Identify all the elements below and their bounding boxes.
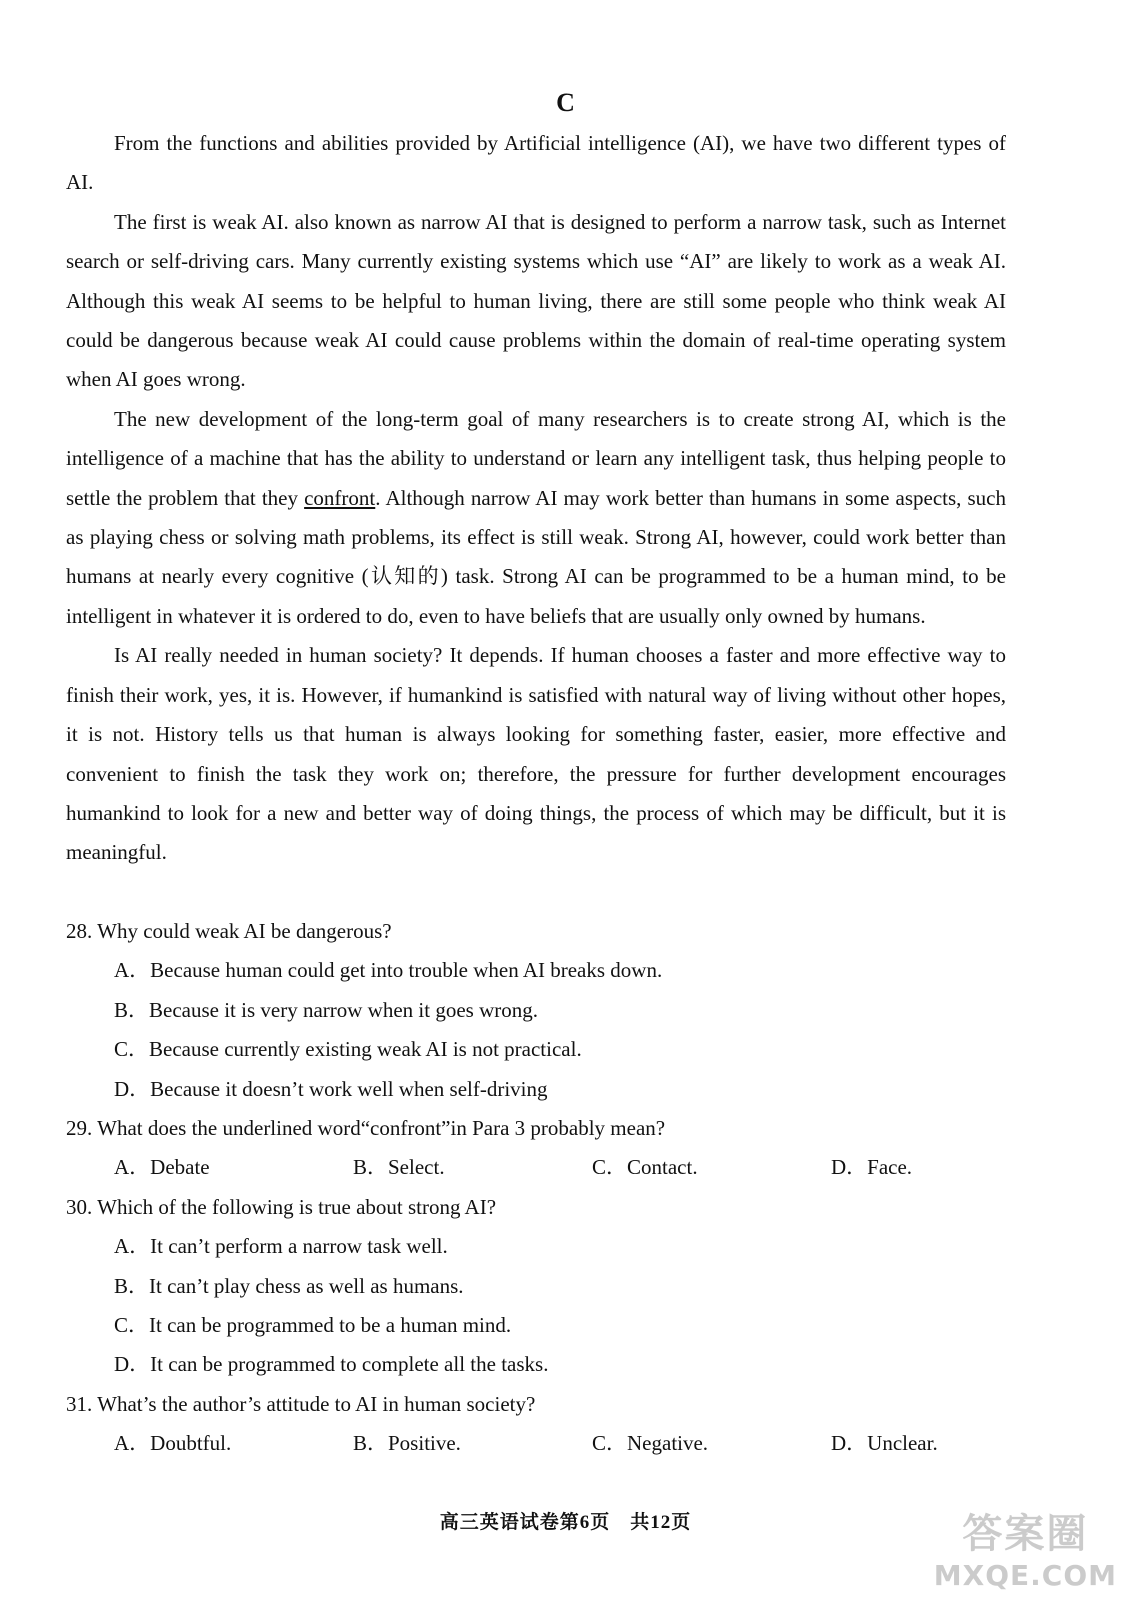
question-stem: 31. What’s the author’s attitude to AI in human society? — [66, 1391, 536, 1416]
underlined-word: confront — [304, 485, 376, 510]
site-watermark — [934, 1502, 1117, 1592]
option-row — [114, 1424, 1006, 1463]
paragraph-1: From the functions and abilities provided by Artificial intelligence (AI), we have two different types of AI. — [66, 131, 1006, 195]
option-a: A．It can’t perform a narrow task well. — [114, 1234, 448, 1259]
watermark-logo-text: 答案圈 — [962, 1511, 1089, 1557]
option-a: A．Debate — [114, 1155, 210, 1180]
watermark-domain: MXQE.COM — [933, 1559, 1117, 1592]
option-d: D．Unclear. — [831, 1431, 938, 1456]
question-stem: 30. Which of the following is true about strong AI? — [66, 1194, 497, 1219]
question-list — [66, 912, 1006, 1464]
option-d: D．It can be programmed to complete all the tasks. — [114, 1352, 549, 1377]
option-a: A．Doubtful. — [114, 1431, 232, 1456]
paragraph-3-part-2: . Although narrow AI may work better than humans in some aspects, such as playing chess or solving math problems, its effect is still weak. Strong AI, however, could work better than humans at nearly every cognitive (认知的) task. Strong AI can be programmed to be a human mind, to be intelligent in whatever it is ordered to do, even to have beliefs that are usually only owned by humans. — [66, 485, 1007, 628]
reading-passage — [66, 124, 1006, 873]
paragraph-3-part-1: The new development of the long-term goal of many researchers is to create strong AI, which is the intelligence of a machine that has the ability to understand or learn any intelligent task, thus helping people to settle the problem that they — [66, 406, 1006, 510]
option-b: B．Because it is very narrow when it goes wrong. — [114, 997, 538, 1022]
option-b: B．Select. — [353, 1155, 445, 1180]
option-row — [114, 1148, 1006, 1187]
paragraph-3 — [66, 400, 1006, 636]
page-footer: 高三英语试卷第6页 共12页 — [439, 1512, 692, 1533]
option-c: C．Negative. — [592, 1431, 709, 1456]
option-d: D．Face. — [831, 1155, 913, 1180]
option-c: C．Contact. — [592, 1155, 698, 1180]
question-30 — [66, 1188, 1006, 1385]
question-29 — [66, 1109, 1006, 1188]
option-b: B．Positive. — [353, 1431, 461, 1456]
option-c: C．It can be programmed to be a human mind. — [114, 1313, 512, 1338]
question-31 — [66, 1385, 1006, 1464]
option-d: D．Because it doesn’t work well when self-driving — [114, 1076, 548, 1101]
option-b: B．It can’t play chess as well as humans. — [114, 1273, 464, 1298]
question-28 — [66, 912, 1006, 1109]
paragraph-4: Is AI really needed in human society? It depends. If human chooses a faster and more effective way to finish their work, yes, it is. However, if humankind is satisfied with natural way of living without other hopes, it is not. History tells us that human is always looking for something faster, easier, more effective and convenient to finish the task they work on; therefore, the pressure for further development encourages humankind to look for a new and better way of doing things, the process of which may be difficult, but it is meaningful. — [66, 643, 1006, 865]
question-stem: 28. Why could weak AI be dangerous? — [66, 919, 392, 943]
option-a: A．Because human could get into trouble when AI breaks down. — [114, 958, 663, 983]
option-c: C．Because currently existing weak AI is not practical. — [114, 1037, 582, 1062]
paragraph-2: The first is weak AI. also known as narrow AI that is designed to perform a narrow task, such as Internet search or self-driving cars. Many currently existing systems which use “AI” are likely to work as a weak AI. Although this weak AI seems to be helpful to human living, there are still some people who think weak AI could be dangerous because weak AI could cause problems within the domain of real-time operating system when AI goes wrong. — [66, 209, 1006, 392]
question-stem: 29. What does the underlined word“confront”in Para 3 probably mean? — [66, 1116, 666, 1141]
section-heading: C — [556, 88, 575, 117]
